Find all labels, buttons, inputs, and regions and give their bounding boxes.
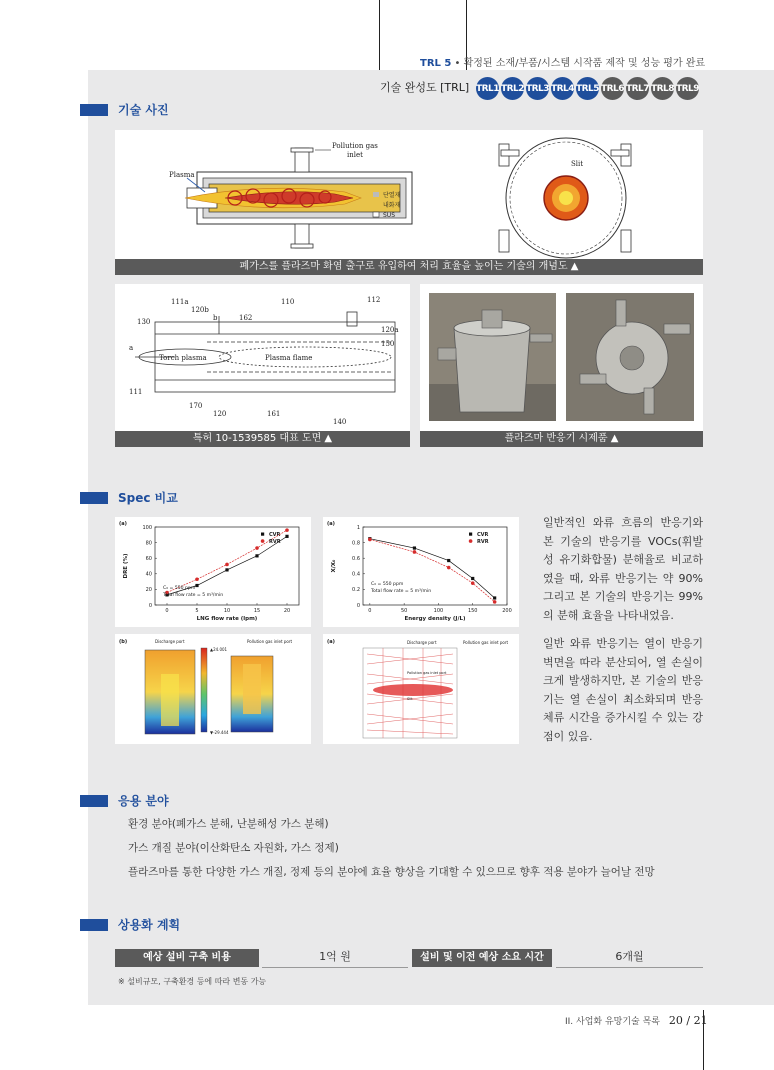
data-point-rvr <box>285 528 289 532</box>
chart-note-concentration: C₀ = 550 ppm <box>163 586 196 591</box>
data-point-rvr <box>255 546 259 550</box>
prototype-caption: 플라즈마 반응기 시제품 ▲ <box>420 431 703 447</box>
data-point-rvr <box>368 538 372 542</box>
time-label: 설비 및 이전 예상 소요 시간 <box>412 949 552 967</box>
legend-insulation: 단열재 <box>383 192 401 199</box>
section-bar <box>80 919 108 931</box>
legend-label: RVR <box>477 539 489 545</box>
section-commercial-title: 상용화 계획 <box>80 916 180 933</box>
legend-label: CVR <box>477 532 489 538</box>
svg-text:111a: 111a <box>171 298 189 306</box>
x-tick-label: 50 <box>400 608 408 614</box>
y-tick-label: 1 <box>356 524 360 531</box>
x-tick-label: 0 <box>368 608 372 614</box>
cost-label: 예상 설비 구축 비용 <box>115 949 259 967</box>
page-footer <box>565 1014 708 1027</box>
patent-drawing <box>115 284 410 432</box>
data-point-rvr <box>447 566 451 570</box>
chart-conversion <box>323 517 519 627</box>
data-point-cvr <box>285 535 288 538</box>
data-point-cvr <box>225 568 228 571</box>
svg-text:(a): (a) <box>327 639 335 645</box>
y-tick-label: 0.8 <box>352 540 360 547</box>
svg-text:a: a <box>129 344 134 352</box>
data-point-rvr <box>471 581 475 585</box>
legend-marker <box>261 539 265 543</box>
section-bar <box>80 492 108 504</box>
patent-svg <box>115 284 410 432</box>
x-tick-label: 200 <box>502 608 512 614</box>
concept-slit-label: Slit <box>571 160 584 168</box>
chart-panel-label: (a) <box>119 521 127 527</box>
svg-text:▲24.001: ▲24.001 <box>210 647 228 652</box>
chart-panel-label: (a) <box>327 521 335 527</box>
x-tick-label: 0 <box>165 608 169 614</box>
trl-level-6: TRL6 <box>601 77 624 100</box>
concept-diagram <box>115 130 703 260</box>
trl-level-1: TRL1 <box>476 77 499 100</box>
data-point-cvr <box>413 546 416 549</box>
svg-text:111: 111 <box>129 388 143 396</box>
legend-marker <box>469 539 473 543</box>
svg-text:110: 110 <box>281 298 295 306</box>
concept-plasma-label: Plasma <box>169 171 195 179</box>
svg-text:b: b <box>213 314 218 322</box>
y-tick-label: 0 <box>148 602 152 609</box>
svg-text:▼-29.444: ▼-29.444 <box>210 730 229 735</box>
svg-text:inlet: inlet <box>347 151 363 159</box>
legend-label: RVR <box>269 539 281 545</box>
y-axis-label: X/X₀ <box>331 559 337 573</box>
svg-text:162: 162 <box>239 314 253 322</box>
svg-text:170: 170 <box>189 402 203 410</box>
trl-level-4: TRL4 <box>551 77 574 100</box>
trl-description: 확정된 소재/부품/시스템 시작품 제작 및 성능 평가 완료 <box>463 58 706 69</box>
y-tick-label: 0.6 <box>352 556 360 562</box>
concept-caption: 폐가스를 플라즈마 화염 출구로 유입하여 처리 효율을 높이는 기술의 개념도 ▲ <box>115 259 703 275</box>
application-item-2: 가스 개질 분야(이산화탄소 자원화, 가스 정제) <box>128 842 339 854</box>
svg-text:Slit: Slit <box>407 697 413 701</box>
trl-current-level: TRL 5 <box>420 58 452 69</box>
cost-value: 1억 원 <box>262 948 408 968</box>
trl-level-2: TRL2 <box>501 77 524 100</box>
svg-text:120: 120 <box>213 410 227 418</box>
data-point-rvr <box>225 563 229 567</box>
svg-text:130: 130 <box>137 318 151 326</box>
x-tick-label: 150 <box>467 608 478 614</box>
y-tick-label: 80 <box>145 540 152 547</box>
svg-text:112: 112 <box>367 296 381 304</box>
svg-text:120a: 120a <box>381 326 399 334</box>
spec-paragraph-1: 일반적인 와류 흐름의 반응기와 본 기술의 반응기를 VOCs(휘발성 유기화합물) 분해율로 비교하였을 때, 와류 반응기는 약 90% 그리고 본 기술의 반응기는 99%의 분해 효율을 나타내었음. <box>543 516 703 622</box>
chart-dre-svg <box>115 517 311 627</box>
trl-level-3: TRL3 <box>526 77 549 100</box>
y-tick-label: 0.4 <box>352 571 360 578</box>
y-tick-label: 100 <box>142 524 152 531</box>
section-bar <box>80 104 108 116</box>
section-application-title: 응용 분야 <box>80 792 169 809</box>
legend-label: CVR <box>269 532 281 538</box>
data-point-rvr <box>195 577 199 581</box>
trl-level-9: TRL9 <box>676 77 699 100</box>
trl-level-5: TRL5 <box>576 77 599 100</box>
data-point-cvr <box>255 554 258 557</box>
y-axis-label: DRE (%) <box>123 553 129 579</box>
x-tick-label: 15 <box>253 608 261 614</box>
data-point-cvr <box>493 596 496 599</box>
svg-text:120b: 120b <box>191 306 209 314</box>
trl-note: TRL 5 • 확정된 소재/부품/시스템 시작품 제작 및 성능 평가 완료 <box>420 58 706 69</box>
y-tick-label: 0 <box>356 602 360 609</box>
time-value: 6개월 <box>556 948 703 968</box>
chart-conversion-svg <box>323 517 519 627</box>
patent-caption: 특허 10-1539585 대표 도면 ▲ <box>115 431 410 447</box>
y-tick-label: 20 <box>145 587 152 594</box>
application-item-3: 플라즈마를 통한 다양한 가스 개질, 정제 등의 분야에 효율 향상을 기대할 수 있으므로 향후 적용 분야가 늘어날 전망 <box>128 866 655 878</box>
data-point-rvr <box>493 600 497 604</box>
concept-pollution-label: Pollution gas <box>332 142 378 150</box>
svg-text:Discharge port: Discharge port <box>407 640 437 645</box>
svg-text:Discharge port: Discharge port <box>155 639 185 644</box>
legend-marker <box>261 533 264 536</box>
x-tick-label: 20 <box>283 608 291 614</box>
section-bar <box>80 795 108 807</box>
legend-sus: SUS <box>383 212 396 219</box>
commercial-note: ※ 설비규모, 구축환경 등에 따라 변동 가능 <box>118 977 267 986</box>
prototype-photos <box>420 284 703 432</box>
svg-text:Pollution gas inlet port: Pollution gas inlet port <box>407 671 447 675</box>
svg-text:Pollution gas inlet port: Pollution gas inlet port <box>247 639 293 644</box>
chart-note-flow: Total flow rate = 5 m³/min <box>163 593 224 598</box>
x-axis-label: LNG flow rate (lpm) <box>196 616 258 622</box>
prototype-svg <box>420 284 703 432</box>
chart-note-flow: Total flow rate = 5 m³/min <box>371 589 432 594</box>
simulation-temperature <box>115 634 311 744</box>
data-point-cvr <box>447 559 450 562</box>
svg-text:(b): (b) <box>119 639 128 645</box>
legend-marker <box>469 533 472 536</box>
spec-paragraph-2: 일반 와류 반응기는 열이 반응기 벽면을 따라 분산되어, 열 손실이 크게 발생하지만, 본 기술의 반응기는 열 손실이 최소화되며 반응 체류 시간을 증가시킬 수 있는 강점이 있음. <box>543 637 703 743</box>
trl-level-7: TRL7 <box>626 77 649 100</box>
data-point-rvr <box>413 550 417 554</box>
x-tick-label: 10 <box>223 608 231 614</box>
legend-refractory: 내화재 <box>383 202 401 209</box>
plasma-flame-label: Plasma flame <box>265 354 313 362</box>
chart-note-concentration: C₀ = 550 ppm <box>371 582 404 587</box>
section-photos-title: 기술 사진 <box>80 101 169 118</box>
y-tick-label: 0.2 <box>352 587 360 594</box>
chart-dre <box>115 517 311 627</box>
data-point-cvr <box>195 584 198 587</box>
concept-svg <box>115 130 703 260</box>
page-number: 20 / 21 <box>668 1014 708 1027</box>
x-tick-label: 5 <box>195 608 199 614</box>
simulation-temperature-svg <box>115 634 311 744</box>
svg-text:140: 140 <box>333 418 347 426</box>
trl-levels <box>476 77 699 100</box>
svg-text:150: 150 <box>381 340 395 348</box>
application-item-1: 환경 분야(폐가스 분해, 난분해성 가스 분해) <box>128 818 329 830</box>
trl-level-8: TRL8 <box>651 77 674 100</box>
torch-plasma-label: Torch plasma <box>159 354 207 362</box>
y-tick-label: 60 <box>145 556 152 562</box>
data-point-cvr <box>471 577 474 580</box>
trl-label: 기술 완성도 [TRL] <box>380 81 470 94</box>
svg-text:161: 161 <box>267 410 281 418</box>
y-tick-label: 40 <box>145 571 152 578</box>
simulation-streamline <box>323 634 519 744</box>
x-tick-label: 100 <box>433 608 444 614</box>
simulation-streamline-svg <box>323 634 519 744</box>
footer-section: II. 사업화 유망기술 목록 <box>565 1017 660 1027</box>
svg-text:Pollution gas inlet port: Pollution gas inlet port <box>463 640 509 645</box>
section-spec-title: Spec 비교 <box>80 489 178 506</box>
x-axis-label: Energy density (J/L) <box>404 616 466 622</box>
